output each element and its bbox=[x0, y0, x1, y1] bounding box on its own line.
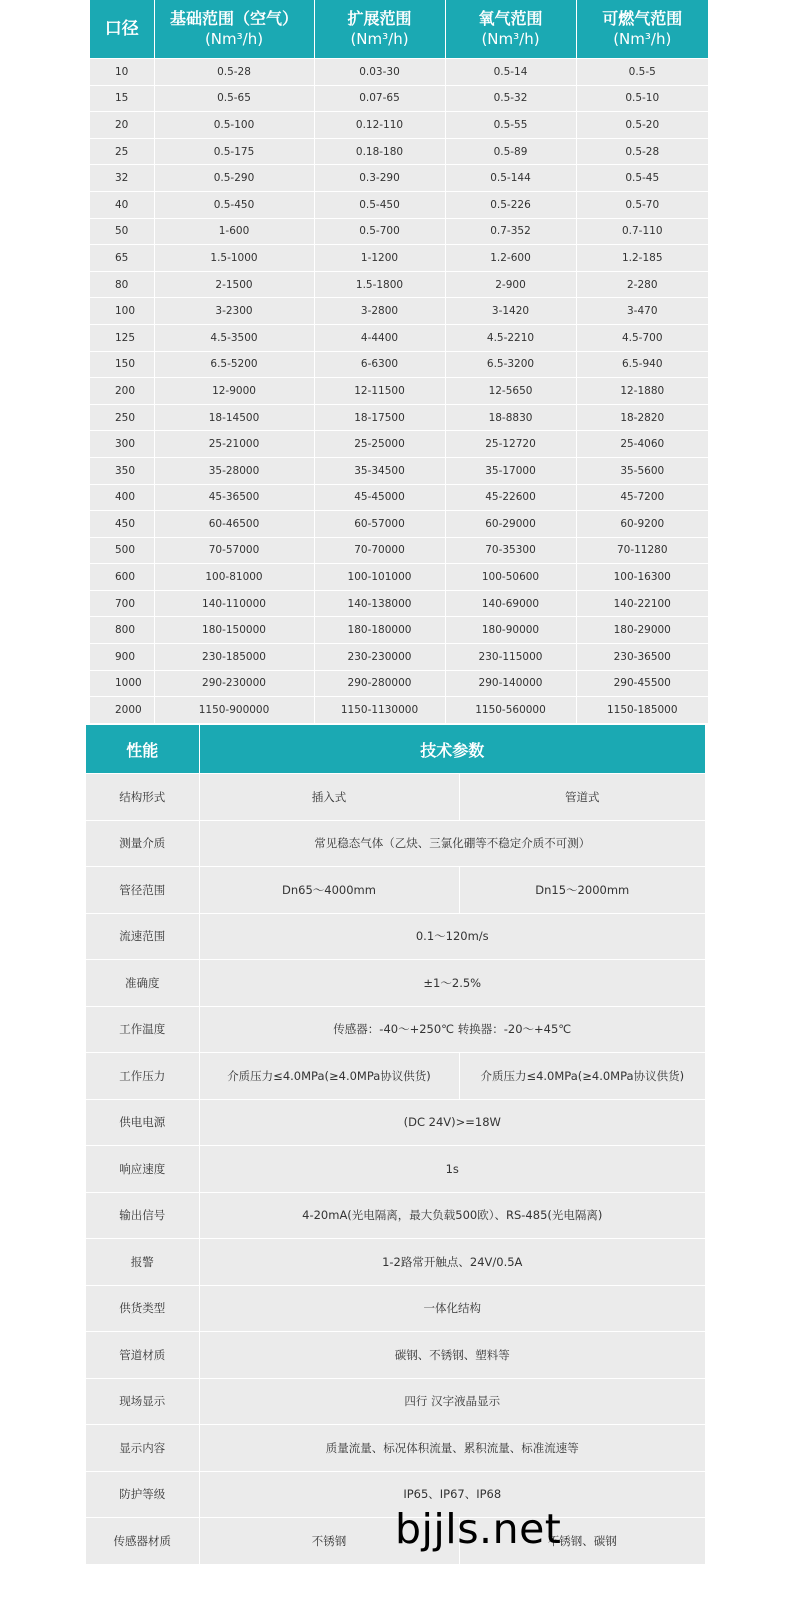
range-cell: 60-57000 bbox=[314, 511, 445, 538]
table-row bbox=[90, 564, 708, 591]
table-row bbox=[90, 245, 708, 272]
range-cell: 0.5-70 bbox=[576, 191, 708, 218]
spec-table bbox=[86, 725, 705, 1564]
table-row bbox=[90, 218, 708, 245]
range-cell: 70-11280 bbox=[576, 537, 708, 564]
range-cell: 35-34500 bbox=[314, 457, 445, 484]
range-cell: 6-6300 bbox=[314, 351, 445, 378]
spec-row bbox=[86, 1099, 705, 1146]
spec-key: 传感器材质 bbox=[86, 1518, 199, 1564]
diameter-cell: 1000 bbox=[90, 670, 154, 697]
range-cell: 1150-900000 bbox=[154, 697, 314, 723]
range-cell: 3-2300 bbox=[154, 298, 314, 325]
range-cell: 290-230000 bbox=[154, 670, 314, 697]
range-cell: 4.5-3500 bbox=[154, 324, 314, 351]
range-cell: 0.12-110 bbox=[314, 112, 445, 139]
table-row bbox=[90, 404, 708, 431]
table-row bbox=[90, 617, 708, 644]
range-cell: 230-185000 bbox=[154, 644, 314, 671]
spec-value: 4-20mA(光电隔离，最大负载500欧）、RS-485(光电隔离) bbox=[199, 1192, 705, 1239]
range-cell: 3-2800 bbox=[314, 298, 445, 325]
flow-range-table bbox=[90, 0, 708, 723]
header-title: 可燃气范围 bbox=[602, 9, 683, 28]
range-cell: 2-280 bbox=[576, 271, 708, 298]
range-cell: 0.5-65 bbox=[154, 85, 314, 112]
diameter-cell: 250 bbox=[90, 404, 154, 431]
diameter-cell: 65 bbox=[90, 245, 154, 272]
spec-body bbox=[86, 774, 705, 1564]
range-cell: 180-180000 bbox=[314, 617, 445, 644]
table-row bbox=[90, 85, 708, 112]
spec-row bbox=[86, 1239, 705, 1286]
range-cell: 35-28000 bbox=[154, 457, 314, 484]
table-row bbox=[90, 112, 708, 139]
range-cell: 0.5-450 bbox=[154, 191, 314, 218]
flow-range-header-cell bbox=[314, 0, 445, 59]
spec-value: 碳钢、不锈钢、塑料等 bbox=[199, 1332, 705, 1379]
range-cell: 0.5-290 bbox=[154, 165, 314, 192]
header-unit: (Nm³/h) bbox=[613, 30, 672, 48]
range-cell: 180-29000 bbox=[576, 617, 708, 644]
spec-row bbox=[86, 1146, 705, 1193]
spec-value: 0.1～120m/s bbox=[199, 913, 705, 960]
range-cell: 1-1200 bbox=[314, 245, 445, 272]
spec-key: 工作压力 bbox=[86, 1053, 199, 1100]
range-cell: 4.5-700 bbox=[576, 324, 708, 351]
spec-key: 工作温度 bbox=[86, 1006, 199, 1053]
range-cell: 4-4400 bbox=[314, 324, 445, 351]
range-cell: 100-101000 bbox=[314, 564, 445, 591]
range-cell: 0.5-55 bbox=[445, 112, 576, 139]
spec-value: Dn15～2000mm bbox=[459, 867, 705, 914]
spec-header-value: 技术参数 bbox=[199, 725, 705, 774]
range-cell: 6.5-940 bbox=[576, 351, 708, 378]
range-cell: 140-22100 bbox=[576, 590, 708, 617]
range-cell: 3-470 bbox=[576, 298, 708, 325]
table-row bbox=[90, 431, 708, 458]
spec-key: 供货类型 bbox=[86, 1285, 199, 1332]
table-row bbox=[90, 351, 708, 378]
diameter-cell: 80 bbox=[90, 271, 154, 298]
spec-value: 传感器：-40～+250℃ 转换器：-20～+45℃ bbox=[199, 1006, 705, 1053]
diameter-cell: 10 bbox=[90, 59, 154, 86]
range-cell: 0.5-28 bbox=[576, 138, 708, 165]
range-cell: 100-81000 bbox=[154, 564, 314, 591]
spec-key: 报警 bbox=[86, 1239, 199, 1286]
flow-range-header-cell bbox=[90, 0, 154, 59]
flow-range-header-cell bbox=[445, 0, 576, 59]
range-cell: 18-2820 bbox=[576, 404, 708, 431]
header-unit: (Nm³/h) bbox=[350, 30, 409, 48]
diameter-cell: 900 bbox=[90, 644, 154, 671]
diameter-cell: 700 bbox=[90, 590, 154, 617]
diameter-cell: 200 bbox=[90, 378, 154, 405]
range-cell: 100-16300 bbox=[576, 564, 708, 591]
range-cell: 45-45000 bbox=[314, 484, 445, 511]
spec-row bbox=[86, 1332, 705, 1379]
diameter-cell: 350 bbox=[90, 457, 154, 484]
diameter-cell: 500 bbox=[90, 537, 154, 564]
range-cell: 0.5-700 bbox=[314, 218, 445, 245]
spec-value: 不锈钢 bbox=[199, 1518, 459, 1564]
range-cell: 18-14500 bbox=[154, 404, 314, 431]
range-cell: 35-5600 bbox=[576, 457, 708, 484]
range-cell: 290-280000 bbox=[314, 670, 445, 697]
spec-key: 防护等级 bbox=[86, 1471, 199, 1518]
range-cell: 0.5-32 bbox=[445, 85, 576, 112]
spec-row bbox=[86, 1285, 705, 1332]
spec-value: 管道式 bbox=[459, 774, 705, 821]
diameter-cell: 2000 bbox=[90, 697, 154, 723]
range-cell: 0.03-30 bbox=[314, 59, 445, 86]
spec-value: 质量流量、标况体积流量、累积流量、标准流速等 bbox=[199, 1425, 705, 1472]
range-cell: 45-7200 bbox=[576, 484, 708, 511]
header-title: 基础范围（空气） bbox=[169, 9, 298, 28]
diameter-cell: 300 bbox=[90, 431, 154, 458]
range-cell: 1.5-1800 bbox=[314, 271, 445, 298]
range-cell: 0.7-110 bbox=[576, 218, 708, 245]
range-cell: 12-1880 bbox=[576, 378, 708, 405]
table-row bbox=[90, 537, 708, 564]
range-cell: 0.5-20 bbox=[576, 112, 708, 139]
spec-key: 输出信号 bbox=[86, 1192, 199, 1239]
range-cell: 25-12720 bbox=[445, 431, 576, 458]
spec-key: 响应速度 bbox=[86, 1146, 199, 1193]
spec-key: 显示内容 bbox=[86, 1425, 199, 1472]
spec-key: 现场显示 bbox=[86, 1378, 199, 1425]
range-cell: 2-1500 bbox=[154, 271, 314, 298]
table-row bbox=[90, 191, 708, 218]
range-cell: 12-5650 bbox=[445, 378, 576, 405]
diameter-cell: 125 bbox=[90, 324, 154, 351]
diameter-cell: 15 bbox=[90, 85, 154, 112]
range-cell: 25-25000 bbox=[314, 431, 445, 458]
range-cell: 1.2-185 bbox=[576, 245, 708, 272]
table-row bbox=[90, 59, 708, 86]
range-cell: 140-69000 bbox=[445, 590, 576, 617]
range-cell: 3-1420 bbox=[445, 298, 576, 325]
spec-key: 供电电源 bbox=[86, 1099, 199, 1146]
range-cell: 4.5-2210 bbox=[445, 324, 576, 351]
range-cell: 1.2-600 bbox=[445, 245, 576, 272]
flow-range-header-cell bbox=[576, 0, 708, 59]
diameter-cell: 25 bbox=[90, 138, 154, 165]
table-row bbox=[90, 484, 708, 511]
range-cell: 0.5-450 bbox=[314, 191, 445, 218]
range-cell: 0.5-175 bbox=[154, 138, 314, 165]
range-cell: 1.5-1000 bbox=[154, 245, 314, 272]
header-title: 氧气范围 bbox=[478, 9, 543, 28]
table-row bbox=[90, 138, 708, 165]
spec-value: 插入式 bbox=[199, 774, 459, 821]
flow-range-header-cell bbox=[154, 0, 314, 59]
range-cell: 60-9200 bbox=[576, 511, 708, 538]
spec-row bbox=[86, 1192, 705, 1239]
range-cell: 0.5-14 bbox=[445, 59, 576, 86]
header-unit: (Nm³/h) bbox=[204, 30, 264, 48]
table-row bbox=[90, 590, 708, 617]
range-cell: 45-22600 bbox=[445, 484, 576, 511]
spec-value: 介质压力≤4.0MPa(≥4.0MPa协议供货) bbox=[199, 1053, 459, 1100]
diameter-cell: 150 bbox=[90, 351, 154, 378]
spec-value: 1s bbox=[199, 1146, 705, 1193]
range-cell: 12-9000 bbox=[154, 378, 314, 405]
range-cell: 1-600 bbox=[154, 218, 314, 245]
range-cell: 70-57000 bbox=[154, 537, 314, 564]
diameter-cell: 40 bbox=[90, 191, 154, 218]
range-cell: 0.3-290 bbox=[314, 165, 445, 192]
diameter-cell: 100 bbox=[90, 298, 154, 325]
table-row bbox=[90, 165, 708, 192]
table-row bbox=[90, 378, 708, 405]
spec-value: Dn65～4000mm bbox=[199, 867, 459, 914]
spec-value: (DC 24V)>=18W bbox=[199, 1099, 705, 1146]
range-cell: 180-150000 bbox=[154, 617, 314, 644]
header-unit: (Nm³/h) bbox=[481, 30, 540, 48]
spec-row bbox=[86, 960, 705, 1007]
range-cell: 1150-1130000 bbox=[314, 697, 445, 723]
diameter-cell: 400 bbox=[90, 484, 154, 511]
table-row bbox=[90, 457, 708, 484]
range-cell: 35-17000 bbox=[445, 457, 576, 484]
header-title: 扩展范围 bbox=[347, 9, 412, 28]
spec-value: ±1～2.5% bbox=[199, 960, 705, 1007]
range-cell: 0.5-144 bbox=[445, 165, 576, 192]
range-cell: 140-110000 bbox=[154, 590, 314, 617]
range-cell: 290-140000 bbox=[445, 670, 576, 697]
range-cell: 0.5-45 bbox=[576, 165, 708, 192]
spec-row bbox=[86, 774, 705, 821]
spec-value: 介质压力≤4.0MPa(≥4.0MPa协议供货) bbox=[459, 1053, 705, 1100]
spec-value: 四行 汉字液晶显示 bbox=[199, 1378, 705, 1425]
range-cell: 140-138000 bbox=[314, 590, 445, 617]
table-row bbox=[90, 670, 708, 697]
table-row bbox=[90, 271, 708, 298]
spec-key: 准确度 bbox=[86, 960, 199, 1007]
flow-range-header-row bbox=[90, 0, 708, 59]
diameter-cell: 800 bbox=[90, 617, 154, 644]
spec-key: 管道材质 bbox=[86, 1332, 199, 1379]
spec-row bbox=[86, 1425, 705, 1472]
range-cell: 0.5-5 bbox=[576, 59, 708, 86]
range-cell: 180-90000 bbox=[445, 617, 576, 644]
range-cell: 70-70000 bbox=[314, 537, 445, 564]
spec-header-key: 性能 bbox=[86, 725, 199, 774]
spec-row bbox=[86, 913, 705, 960]
range-cell: 1150-560000 bbox=[445, 697, 576, 723]
diameter-cell: 450 bbox=[90, 511, 154, 538]
table-row bbox=[90, 298, 708, 325]
range-cell: 60-46500 bbox=[154, 511, 314, 538]
spec-value: 一体化结构 bbox=[199, 1285, 705, 1332]
range-cell: 0.5-226 bbox=[445, 191, 576, 218]
spec-key: 流速范围 bbox=[86, 913, 199, 960]
spec-key: 测量介质 bbox=[86, 820, 199, 867]
table-row bbox=[90, 644, 708, 671]
header-title: 口径 bbox=[104, 18, 139, 39]
range-cell: 6.5-5200 bbox=[154, 351, 314, 378]
range-cell: 12-11500 bbox=[314, 378, 445, 405]
range-cell: 230-115000 bbox=[445, 644, 576, 671]
spec-value: IP65、IP67、IP68 bbox=[199, 1471, 705, 1518]
spec-row bbox=[86, 867, 705, 914]
spec-row bbox=[86, 1006, 705, 1053]
diameter-cell: 32 bbox=[90, 165, 154, 192]
range-cell: 1150-185000 bbox=[576, 697, 708, 723]
range-cell: 0.5-10 bbox=[576, 85, 708, 112]
spec-header-row bbox=[86, 725, 705, 774]
range-cell: 0.07-65 bbox=[314, 85, 445, 112]
range-cell: 0.18-180 bbox=[314, 138, 445, 165]
range-cell: 100-50600 bbox=[445, 564, 576, 591]
range-cell: 0.7-352 bbox=[445, 218, 576, 245]
spec-row bbox=[86, 820, 705, 867]
diameter-cell: 50 bbox=[90, 218, 154, 245]
range-cell: 0.5-28 bbox=[154, 59, 314, 86]
range-cell: 230-36500 bbox=[576, 644, 708, 671]
range-cell: 45-36500 bbox=[154, 484, 314, 511]
spec-row bbox=[86, 1378, 705, 1425]
range-cell: 0.5-89 bbox=[445, 138, 576, 165]
range-cell: 25-4060 bbox=[576, 431, 708, 458]
range-cell: 25-21000 bbox=[154, 431, 314, 458]
diameter-cell: 20 bbox=[90, 112, 154, 139]
flow-range-body bbox=[90, 59, 708, 723]
range-cell: 290-45500 bbox=[576, 670, 708, 697]
range-cell: 18-8830 bbox=[445, 404, 576, 431]
spec-value: 1-2路常开触点、24V/0.5A bbox=[199, 1239, 705, 1286]
range-cell: 18-17500 bbox=[314, 404, 445, 431]
range-cell: 0.5-100 bbox=[154, 112, 314, 139]
watermark-text: bjjls.net bbox=[395, 1505, 562, 1553]
spec-value: 常见稳态气体（乙炔、三氯化硼等不稳定介质不可测） bbox=[199, 820, 705, 867]
range-cell: 70-35300 bbox=[445, 537, 576, 564]
table-row bbox=[90, 324, 708, 351]
table-row bbox=[90, 511, 708, 538]
table-row bbox=[90, 697, 708, 723]
spec-key: 结构形式 bbox=[86, 774, 199, 821]
spec-row bbox=[86, 1053, 705, 1100]
range-cell: 6.5-3200 bbox=[445, 351, 576, 378]
diameter-cell: 600 bbox=[90, 564, 154, 591]
range-cell: 2-900 bbox=[445, 271, 576, 298]
range-cell: 230-230000 bbox=[314, 644, 445, 671]
range-cell: 60-29000 bbox=[445, 511, 576, 538]
spec-value: 不锈钢、碳钢 bbox=[459, 1518, 705, 1564]
spec-key: 管径范围 bbox=[86, 867, 199, 914]
